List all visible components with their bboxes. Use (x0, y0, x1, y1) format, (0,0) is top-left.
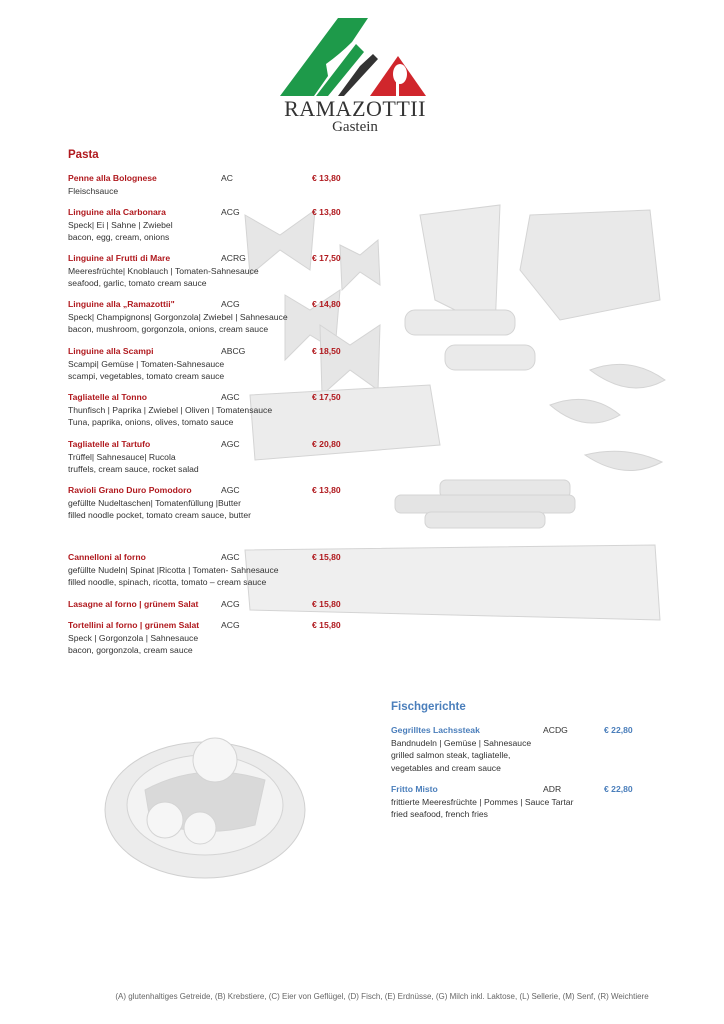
item-name: Linguine alla Scampi (68, 346, 154, 356)
item-description: Speck| Ei | Sahne | Zwiebel (68, 219, 173, 230)
item-description: Fleischsauce (68, 185, 119, 196)
item-name: Tagliatelle al Tonno (68, 392, 147, 402)
item-description: bacon, mushroom, gorgonzola, onions, cream sauce (68, 324, 269, 335)
item-description: Bandnudeln | Gemüse | Sahnesauce (391, 737, 532, 748)
menu-item (391, 783, 633, 821)
item-name: Ravioli Grano Duro Pomodoro (68, 485, 192, 495)
allergen-code: ACG (221, 299, 240, 309)
allergen-code: AGC (221, 439, 240, 449)
item-description: Speck | Gorgonzola | Sahnesauce (68, 632, 199, 643)
item-name: Linguine al Frutti di Mare (68, 253, 171, 263)
menu-item (68, 298, 341, 336)
item-description: bacon, egg, cream, onions (68, 232, 170, 243)
menu-item (391, 724, 633, 774)
allergen-code: ACG (221, 207, 240, 217)
item-name: Lasagne al forno | grünem Salat (68, 599, 199, 609)
item-name: Cannelloni al forno (68, 552, 146, 562)
item-description: Trüffel| Sahnesauce| Rucola (68, 451, 176, 462)
restaurant-logo (278, 14, 428, 99)
section-title-fish: Fischgerichte (391, 701, 466, 713)
allergen-code: AGC (221, 392, 240, 402)
item-name: Tagliatelle al Tartufo (68, 439, 151, 449)
allergen-code: ABCG (221, 346, 246, 356)
item-price: € 18,50 (312, 346, 341, 356)
item-description: Speck| Champignons| Gorgonzola| Zwiebel | Sahnesauce (68, 311, 288, 322)
item-description: fried seafood, french fries (391, 809, 488, 820)
item-price: € 17,50 (312, 253, 341, 263)
section-title-pasta: Pasta (68, 149, 99, 161)
item-price: € 15,80 (312, 620, 341, 630)
item-price: € 14,80 (312, 299, 341, 309)
item-name: Gegrilltes Lachssteak (391, 725, 480, 735)
brand-name: RAMAZOTTII (284, 96, 426, 121)
menu-item (68, 551, 341, 589)
item-description: gefüllte Nudeln| Spinat |Ricotta | Tomaten- Sahnesauce (68, 564, 279, 575)
item-description: Tuna, paprika, onions, olives, tomato sauce (68, 417, 234, 428)
item-name: Linguine alla „Ramazottii" (68, 299, 175, 309)
allergen-code: AGC (221, 552, 240, 562)
item-description: vegetables and cream sauce (391, 762, 501, 773)
allergen-legend: (A) glutenhaltiges Getreide, (B) Krebstiere, (C) Eier von Geflügel, (D) Fisch, (E) Erdnüsse, (G) Milch inkl. Laktose, (L) Sellerie, (M) Senf, (R) Weichtiere (115, 992, 649, 1001)
allergen-code: ACG (221, 599, 240, 609)
menu-item (68, 206, 341, 244)
item-price: € 13,80 (312, 173, 341, 183)
menu-item (68, 438, 341, 476)
item-price: € 22,80 (604, 725, 633, 735)
item-price: € 17,50 (312, 392, 341, 402)
allergen-code: AC (221, 173, 233, 183)
allergen-code: AGC (221, 485, 240, 495)
item-description: gefüllte Nudeltaschen| Tomatenfüllung |Butter (68, 497, 241, 508)
item-description: Thunfisch | Paprika | Zwiebel | Oliven | Tomatensauce (68, 404, 273, 415)
item-description: Scampi| Gemüse | Tomaten-Sahnesauce (68, 358, 225, 369)
item-price: € 13,80 (312, 485, 341, 495)
item-description: Meeresfrüchte| Knoblauch | Tomaten-Sahnesauce (68, 265, 259, 276)
menu-item (68, 484, 341, 522)
item-description: filled noodle, spinach, ricotta, tomato – cream sauce (68, 577, 267, 588)
item-description: bacon, gorgonzola, cream sauce (68, 645, 193, 656)
item-name: Tortellini al forno | grünem Salat (68, 620, 200, 630)
item-name: Linguine alla Carbonara (68, 207, 166, 217)
allergen-code: ACRG (221, 253, 246, 263)
item-description: frittierte Meeresfrüchte | Pommes | Sauce Tartar (391, 796, 574, 807)
menu-item (68, 345, 341, 383)
item-description: seafood, garlic, tomato cream sauce (68, 278, 207, 289)
menu-item (68, 619, 341, 657)
item-description: scampi, vegetables, tomato cream sauce (68, 371, 225, 382)
item-price: € 22,80 (604, 784, 633, 794)
item-description: truffels, cream sauce, rocket salad (68, 464, 199, 475)
item-description: filled noodle pocket, tomato cream sauce, butter (68, 510, 251, 521)
item-price: € 20,80 (312, 439, 341, 449)
menu-item (68, 391, 341, 429)
menu-item (68, 252, 341, 290)
item-price: € 15,80 (312, 599, 341, 609)
allergen-code: ADR (543, 784, 562, 794)
item-name: Fritto Misto (391, 784, 438, 794)
brand-location: Gastein (332, 119, 378, 135)
allergen-code: ACG (221, 620, 240, 630)
item-price: € 15,80 (312, 552, 341, 562)
item-name: Penne alla Bolognese (68, 173, 157, 183)
item-description: grilled salmon steak, tagliatelle, (391, 750, 511, 761)
item-price: € 13,80 (312, 207, 341, 217)
menu-item (68, 172, 341, 197)
allergen-code: ACDG (543, 725, 568, 735)
